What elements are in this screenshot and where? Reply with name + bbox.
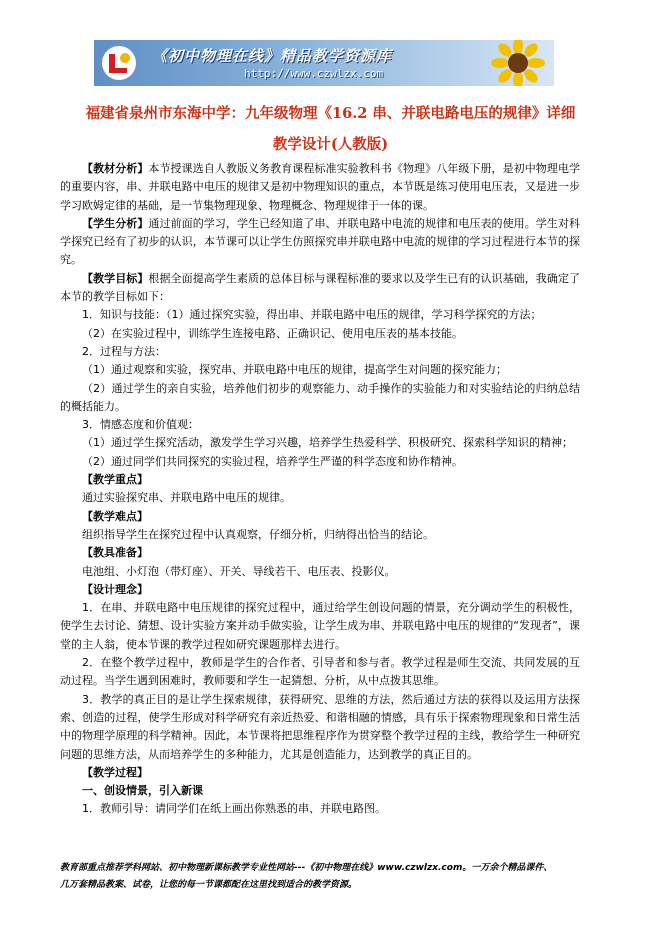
process-step-item: 1．教师引导：请同学们在纸上画出你熟悉的串、并联电路图。 bbox=[82, 802, 386, 816]
concept-item: 2．在整个教学过程中，教师是学生的合作者、引导者和参与者。教学过程是师生交流、共同发展的互动过程。当学生遇到困难时，教师要和学生一起猜想、分析，从中点拨其思维。 bbox=[60, 656, 580, 688]
banner-title: 《初中物理在线》精品教学资源库 bbox=[152, 47, 393, 65]
material-label: 【教材分析】 bbox=[82, 162, 149, 175]
document-title-line2: 教学设计(人教版) bbox=[272, 136, 389, 153]
focus-heading: 【教学重点】 bbox=[82, 473, 148, 487]
footer-line1: 教育部重点推荐学科网站、初中物理新课标教学专业性网站---《初中物理在线》www.czwlzx.com。一万余个精品课件、 bbox=[60, 863, 553, 873]
student-label: 【学生分析】 bbox=[82, 216, 149, 230]
goal-item: 2．过程与方法： bbox=[82, 344, 166, 358]
difficulty-text: 组织指导学生在探究过程中认真观察，仔细分析，归纳得出恰当的结论。 bbox=[82, 527, 434, 541]
difficulty-label bbox=[60, 508, 580, 526]
sunflower-icon bbox=[488, 40, 548, 86]
equipment-heading: 【教具准备】 bbox=[82, 546, 148, 560]
material-analysis bbox=[60, 160, 580, 215]
goal-item: （1）通过观察和实验，探究串、并联电路中电压的规律，提高学生对问题的探究能力； bbox=[82, 363, 507, 377]
process-step-title: 一、创设情景，引入新课 bbox=[82, 784, 203, 798]
equipment-label bbox=[60, 544, 580, 562]
header-banner bbox=[94, 40, 554, 86]
document-body bbox=[60, 160, 580, 819]
concept-item: 3．教学的真正目的是让学生探索规律，获得研究、思维的方法，然后通过方法的获得以及运用方法探索、创造的过程，使学生形成对科学研究有亲近热爱、和谐相融的情感，具有乐于探索物理现象和日常生活中的物理学原理的科学精神。因此，本节课将把思维程序作为贯穿整个教学过程的主线，教给学生一种研究问题的思维方法，从而培养学生的多种能力，尤其是创造能力，达到教学的真正目的。 bbox=[60, 692, 580, 761]
process-heading: 【教学过程】 bbox=[82, 765, 148, 779]
goal-item: （2）通过同学们共同探究的实验过程，培养学生严谨的科学态度和协作精神。 bbox=[82, 454, 463, 468]
process-step-heading bbox=[60, 782, 580, 800]
document-title bbox=[60, 98, 601, 160]
banner-url: http://www.czwlzx.com bbox=[244, 67, 384, 80]
material-text: 本节授课选自人教版义务教育课程标准实验教科书《物理》八年级下册，是初中物理电学的重要内容，串、并联电路中电压的规律又是初中物理知识的重点，本节既是练习使用电压表，又是进一步学习欧姆定律的基础，是一节集物理现象、物理概念、物理规律于一体的课。 bbox=[60, 162, 581, 212]
goal-item: （2）在实验过程中，训练学生连接电路、正确识记、使用电压表的基本技能。 bbox=[82, 326, 463, 340]
goal-item: 1．知识与技能：（1）通过探究实验，得出串、并联电路中电压的规律，学习科学探究的方法； bbox=[82, 308, 542, 322]
difficulty-heading: 【教学难点】 bbox=[82, 509, 148, 523]
goal-text: 根据全面提高学生素质的总体目标与课程标准的要求以及学生已有的认识基础，我确定了本节的教学目标如下： bbox=[60, 271, 581, 304]
goal-item: 3．情感态度和价值观： bbox=[82, 418, 199, 432]
concept-item: 1．在串、并联电路中电压规律的探究过程中，通过给学生创设问题的情景，充分调动学生的积极性，使学生去讨论、猜想、设计实验方案并动手做实验，让学生成为串、并联电路中电压的规律的“发现者”，课堂的主人翁，使本节课的教学过程如研究课题那样去进行。 bbox=[60, 601, 580, 651]
page-footer bbox=[60, 860, 620, 894]
goal-item: （1）通过学生探究活动，激发学生学习兴趣，培养学生热爱科学、积极研究、探索科学知识的精神； bbox=[82, 436, 573, 450]
equipment-text: 电池组、小灯泡（带灯座）、开关、导线若干、电压表、投影仪。 bbox=[82, 564, 396, 578]
document-title-line1: 福建省泉州市东海中学：九年级物理《16.2 串、并联电路电压的规律》详细 bbox=[85, 105, 576, 122]
goal-label: 【教学目标】 bbox=[82, 271, 149, 285]
goal-item: （2）通过学生的亲自实验，培养他们初步的观察能力、动手操作的实验能力和对实验结论的归纳总结的概括能力。 bbox=[60, 381, 580, 413]
footer-line2: 几万套精品教案、试卷，让您的每一节课都配在这里找到适合的教学资源。 bbox=[60, 880, 358, 890]
student-analysis bbox=[60, 215, 580, 270]
site-logo-icon bbox=[100, 44, 138, 82]
focus-label bbox=[60, 471, 580, 489]
student-text: 通过前面的学习，学生已经知道了串、并联电路中电流的规律和电压表的使用。学生对科学探究已经有了初步的认识，本节课可以让学生仿照探究串并联电路中电流的规律的学习过程进行本节的探究。 bbox=[60, 216, 581, 267]
focus-text: 通过实验探究串、并联电路中电压的规律。 bbox=[82, 491, 291, 505]
concept-label bbox=[60, 581, 580, 599]
concept-heading: 【设计理念】 bbox=[82, 582, 148, 596]
teaching-goals bbox=[60, 270, 580, 307]
process-label bbox=[60, 764, 580, 782]
